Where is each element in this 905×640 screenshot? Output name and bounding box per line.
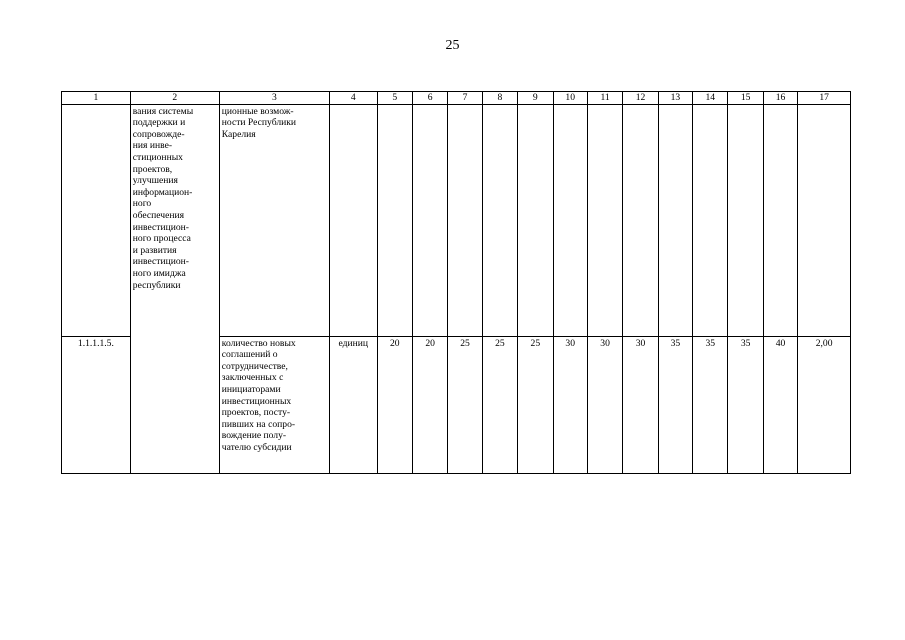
header-cell: 12 bbox=[623, 92, 658, 105]
header-cell: 14 bbox=[693, 92, 728, 105]
header-cell: 6 bbox=[412, 92, 447, 105]
indicator-name-cell: количество новых соглашений о сотрудничестве, заключенных с инициаторами инвестиционных проектов, посту- пивших на сопро- вождение полу- чателю субсидии bbox=[219, 336, 329, 473]
table-cell bbox=[587, 104, 622, 336]
header-cell: 3 bbox=[219, 92, 329, 105]
indicator-description-cell: ционные возмож- ности Республики Карелия bbox=[219, 104, 329, 336]
header-cell: 13 bbox=[658, 92, 692, 105]
table-row bbox=[62, 104, 851, 336]
indicator-table bbox=[61, 91, 851, 474]
header-cell: 5 bbox=[377, 92, 412, 105]
value-cell: 20 bbox=[412, 336, 447, 473]
table-cell bbox=[482, 104, 517, 336]
header-cell: 7 bbox=[448, 92, 482, 105]
table-cell bbox=[553, 104, 587, 336]
table-cell bbox=[658, 104, 692, 336]
table-cell bbox=[330, 104, 378, 336]
header-cell: 1 bbox=[62, 92, 131, 105]
value-cell: 30 bbox=[623, 336, 658, 473]
header-cell: 9 bbox=[518, 92, 553, 105]
header-cell: 4 bbox=[330, 92, 378, 105]
header-cell: 16 bbox=[763, 92, 797, 105]
header-cell: 10 bbox=[553, 92, 587, 105]
value-cell: 20 bbox=[377, 336, 412, 473]
item-number-cell: 1.1.1.1.5. bbox=[62, 336, 131, 473]
value-cell: 35 bbox=[693, 336, 728, 473]
header-cell: 8 bbox=[482, 92, 517, 105]
table-cell bbox=[448, 104, 482, 336]
value-cell: 30 bbox=[587, 336, 622, 473]
table-cell bbox=[62, 104, 131, 336]
header-cell: 17 bbox=[798, 92, 851, 105]
header-cell: 2 bbox=[130, 92, 219, 105]
header-row bbox=[62, 92, 851, 105]
header-cell: 11 bbox=[587, 92, 622, 105]
value-cell: 25 bbox=[482, 336, 517, 473]
table-cell bbox=[763, 104, 797, 336]
table-cell bbox=[728, 104, 763, 336]
value-cell: 40 bbox=[763, 336, 797, 473]
page-number: 25 bbox=[445, 38, 460, 53]
value-cell: 2,00 bbox=[798, 336, 851, 473]
unit-cell: единиц bbox=[330, 336, 378, 473]
table-cell bbox=[623, 104, 658, 336]
value-cell: 35 bbox=[728, 336, 763, 473]
value-cell: 35 bbox=[658, 336, 692, 473]
header-cell: 15 bbox=[728, 92, 763, 105]
table-cell bbox=[798, 104, 851, 336]
value-cell: 25 bbox=[518, 336, 553, 473]
table-cell bbox=[518, 104, 553, 336]
value-cell: 30 bbox=[553, 336, 587, 473]
table-cell bbox=[693, 104, 728, 336]
table-cell bbox=[377, 104, 412, 336]
goal-description-cell: вания системы поддержки и сопровожде- ния инве- стиционных проектов, улучшения информацион- ного обеспечения инвестицион- ного процесса и развития инвестицион- ного имиджа республики bbox=[130, 104, 219, 473]
table-cell bbox=[412, 104, 447, 336]
value-cell: 25 bbox=[448, 336, 482, 473]
